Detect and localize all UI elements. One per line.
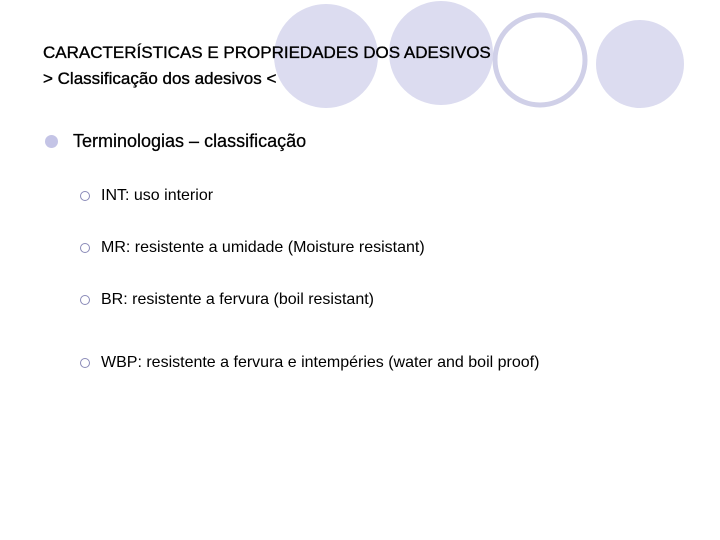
ring-bullet-icon	[80, 295, 90, 305]
title-line-1: CARACTERÍSTICAS E PROPRIEDADES DOS ADESIVOS	[43, 43, 491, 62]
sub-bullet-item	[80, 239, 425, 257]
title-line-2: > Classificação dos adesivos <	[43, 69, 277, 88]
sub-bullet-text: MR: resistente a umidade (Moisture resistant)	[101, 239, 425, 256]
sub-bullet-text: INT: uso interior	[101, 187, 214, 204]
sub-bullet-text: BR: resistente a fervura (boil resistant)	[101, 291, 374, 308]
ring-bullet-icon	[80, 243, 90, 253]
sub-bullet-item	[80, 354, 539, 372]
main-bullet-text: Terminologias – classificação	[73, 131, 307, 151]
slide-title	[43, 40, 643, 92]
sub-bullet-item	[80, 187, 213, 205]
filled-bullet-icon	[45, 135, 58, 148]
sub-bullet-text: WBP: resistente a fervura e intempéries (water and boil proof)	[101, 354, 540, 371]
main-bullet	[44, 131, 306, 152]
ring-bullet-icon	[80, 191, 90, 201]
sub-bullet-item	[80, 291, 374, 309]
ring-bullet-icon	[80, 358, 90, 368]
